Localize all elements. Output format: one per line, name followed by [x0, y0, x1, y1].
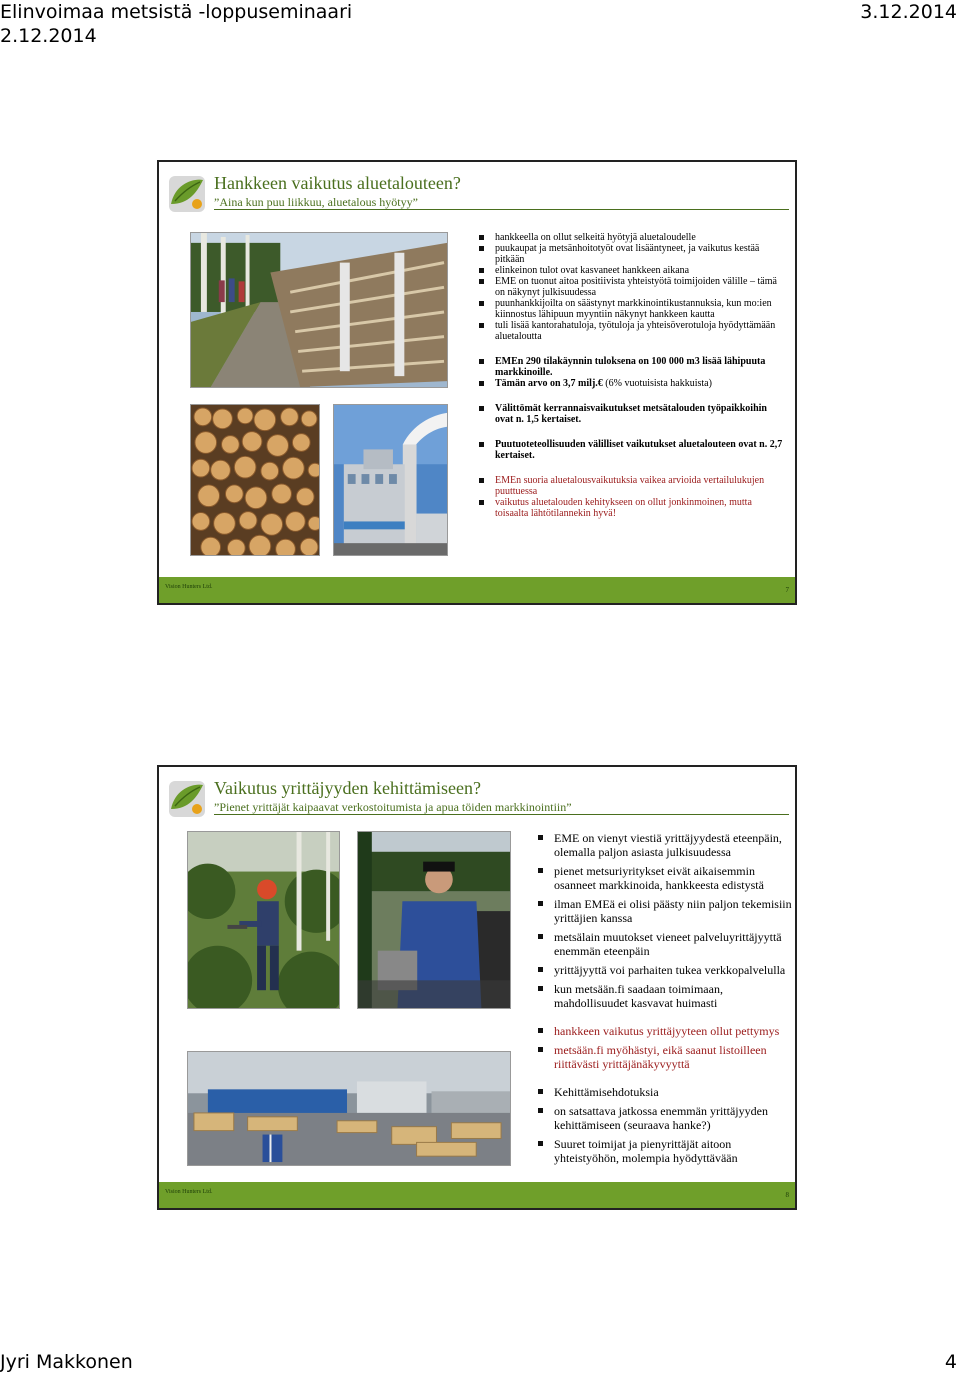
list-item: puukaupat ja metsänhoitotyöt ovat lisääntyneet, ja vaikutus kestää pitkään — [477, 243, 787, 265]
photo-stacked-logs — [190, 404, 320, 556]
share-text: (6% vuotuisista hakkuista) — [602, 378, 712, 389]
list-item: yrittäjyyttä voi parhaiten tukea verkkopalvelulla — [536, 963, 794, 977]
slide-subtitle: ”Aina kun puu liikkuu, aluetalous hyötyy” — [214, 195, 418, 209]
list-item: ilman EMEä ei olisi päästy niin paljon tekemisiin yrittäjien kanssa — [536, 897, 794, 925]
list-item: hankkeen vaikutus yrittäjyyteen ollut pettymys — [536, 1024, 794, 1038]
list-item: Puutuoteteollisuuden välilliset vaikutukset aluetalouteen ovat n. 2,7 kertaiset. — [477, 439, 787, 461]
slide-8 — [157, 765, 797, 1210]
slide-title: Vaikutus yrittäjyyden kehittämiseen? — [214, 778, 481, 798]
header-date-left: 2.12.2014 — [0, 25, 97, 47]
bullet-list-benefits — [477, 232, 787, 519]
header-title: Elinvoimaa metsistä -loppuseminaari — [0, 1, 353, 23]
footer-company: Vision Hunters Ltd. — [165, 584, 213, 590]
list-item: pienet metsuriyritykset eivät aikaisemmin osanneet markkinoida, hankkeesta edistystä — [536, 864, 794, 892]
photo-machine-operator — [357, 831, 511, 1009]
list-item: Kehittämisehdotuksia — [536, 1085, 794, 1099]
footer-page-number: 4 — [944, 1351, 957, 1373]
list-item: metsään.fi myöhästyi, eikä saanut listoilleen riittävästi yrittäjänäkyvyyttä — [536, 1043, 794, 1071]
slide-number: 8 — [785, 1191, 789, 1199]
header-date-right: 3.12.2014 — [860, 1, 957, 23]
list-item: EME on tuonut aitoa positiivista yhteistyötä toimijoiden välille – tämä on näkynyt julkisuudessa — [477, 276, 787, 298]
list-item: Suuret toimijat ja pienyrittäjät aitoon yhteistyöhön, molempia hyödyttävään — [536, 1137, 794, 1165]
list-item: EMEn 290 tilakäynnin tuloksena on 100 000 m3 lisää lähipuuta markkinoille. — [477, 356, 787, 378]
slide-title: Hankkeen vaikutus aluetalouteen? — [214, 173, 461, 193]
list-item: puunhankkijoilta on säästynyt markkinointikustannuksia, kun mo:ien kiinnostus lähipuun myyntiin näkynyt hankkeen kautta — [477, 298, 787, 320]
list-item: metsälain muutokset vieneet palveluyrittäjyyttä enemmän eteenpäin — [536, 930, 794, 958]
list-item: on satsattava jatkossa enemmän yrittäjyyden kehittämiseen (seuraava hanke?) — [536, 1104, 794, 1132]
list-item: elinkeinon tulot ovat kasvaneet hankkeen aikana — [477, 265, 787, 276]
photo-forest-worker — [187, 831, 340, 1009]
bullet-list-entrepreneurship — [536, 831, 794, 1165]
list-item: Välittömät kerrannaisvaikutukset metsätalouden työpaikkoihin ovat n. 1,5 kertaiset. — [477, 403, 787, 425]
photo-log-piles-road — [190, 232, 448, 388]
slide-footer — [159, 577, 795, 603]
list-item: vaikutus aluetalouden kehitykseen on ollut jonkinmoinen, mutta toisaalta lähtötilannekin hyvä! — [477, 497, 787, 519]
value-text: Tämän arvo on 3,7 milj.€ — [495, 378, 603, 389]
photo-sawmill-yard — [187, 1051, 511, 1166]
title-divider — [214, 209, 789, 210]
photo-power-plant — [333, 404, 448, 556]
leaf-logo-icon — [167, 174, 207, 214]
slide-number: 7 — [785, 586, 789, 594]
leaf-logo-icon — [167, 779, 207, 819]
footer-author: Jyri Makkonen — [0, 1351, 133, 1373]
slide-7 — [157, 160, 797, 605]
slide-footer — [159, 1182, 795, 1208]
list-item: hankkeella on ollut selkeitä hyötyjä aluetaloudelle — [477, 232, 787, 243]
list-item: EME on vienyt viestiä yrittäjyydestä eteenpäin, olemalla paljon asiasta julkisuudessa — [536, 831, 794, 859]
list-item: EMEn suoria aluetalousvaikutuksia vaikea arvioida vertailulukujen puuttuessa — [477, 475, 787, 497]
title-divider — [214, 814, 789, 815]
list-item: tuli lisää kantorahatuloja, työtuloja ja yhteisöverotuloja hyödyttämään aluetaloutta — [477, 320, 787, 342]
list-item: kun metsään.fi saadaan toimimaan, mahdollisuudet kasvavat huimasti — [536, 982, 794, 1010]
slide-subtitle: ”Pienet yrittäjät kaipaavat verkostoitumista ja apua töiden markkinointiin” — [214, 800, 572, 814]
list-item — [477, 378, 787, 389]
footer-company: Vision Hunters Ltd. — [165, 1189, 213, 1195]
